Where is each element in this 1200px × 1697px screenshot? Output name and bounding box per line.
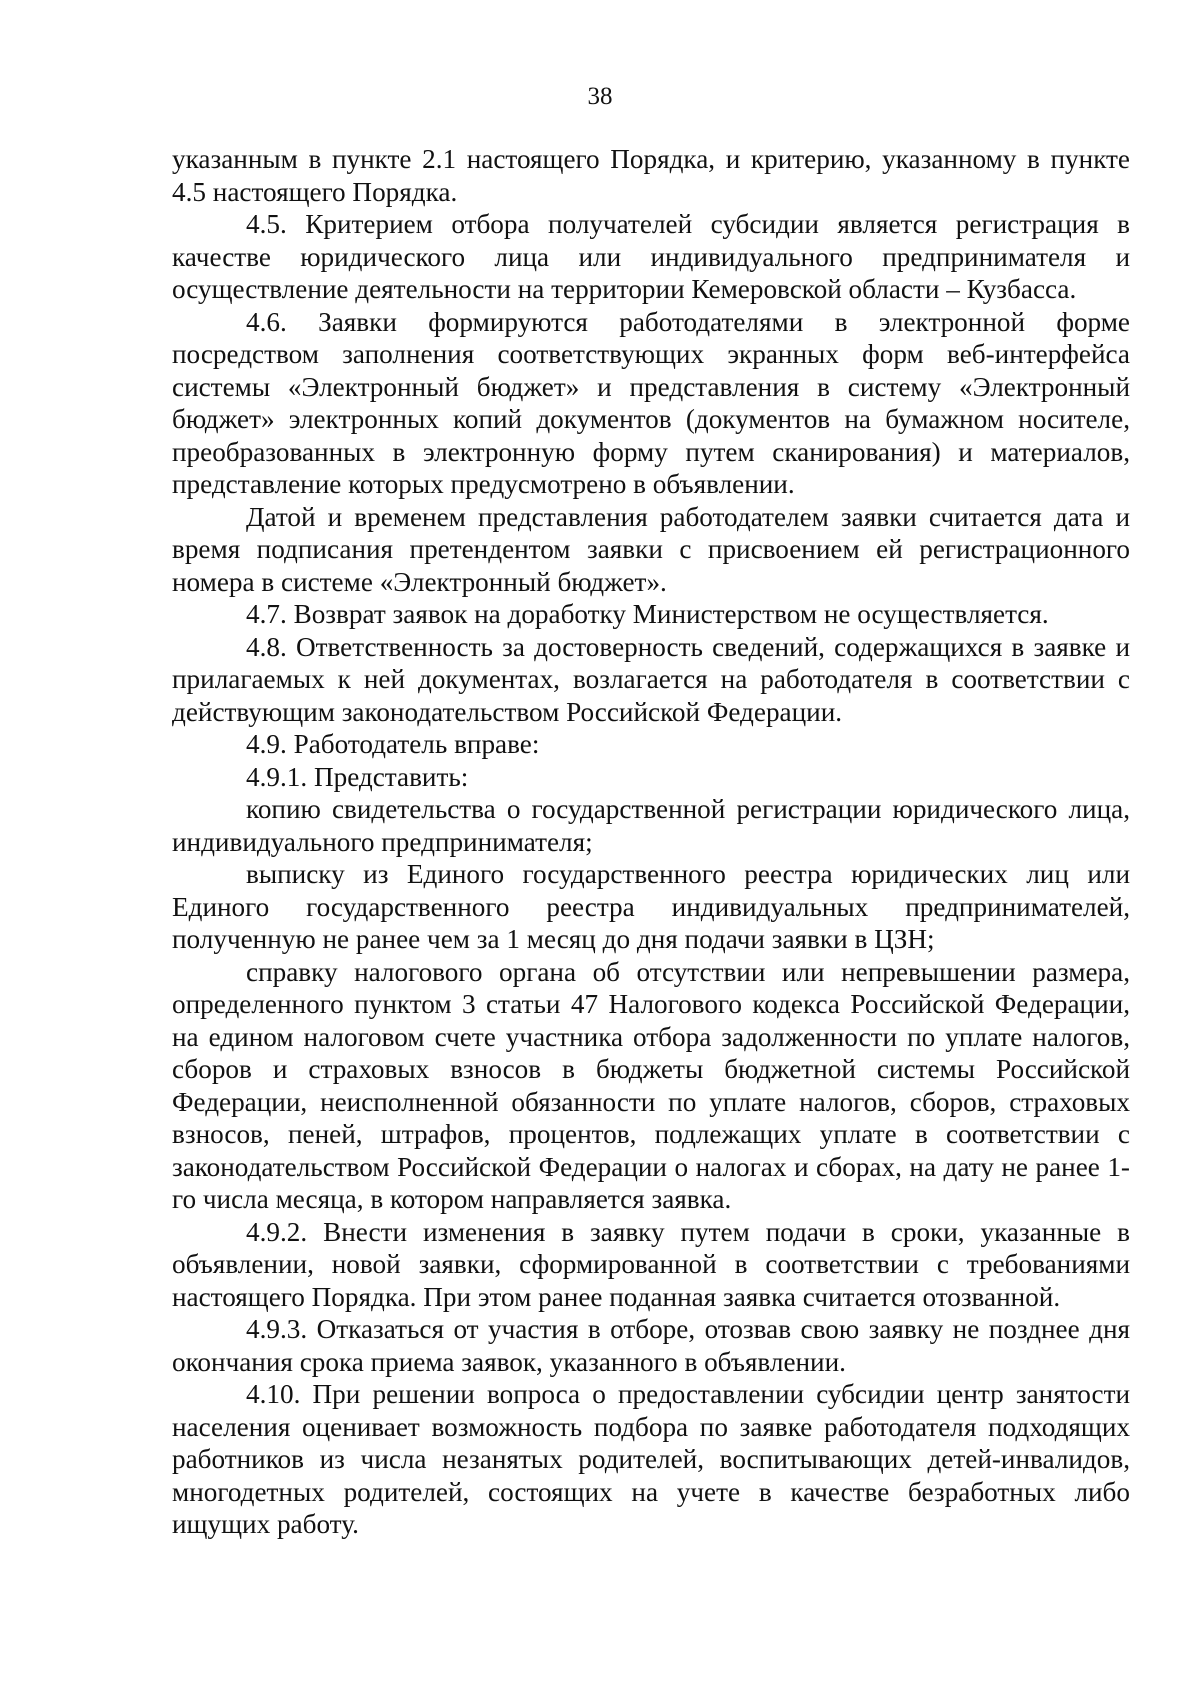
paragraph: 4.9.3. Отказаться от участия в отборе, отозвав свою заявку не позднее дня окончания срока приема заявок, указанного в объявлении. <box>172 1314 1130 1377</box>
paragraph: 4.6. Заявки формируются работодателями в электронной форме посредством заполнения соответствующих экранных форм веб-интерфейса системы «Электронный бюджет» и представления в систему «Электронный бюджет» электронных копий документов (документов на бумажном носителе, преобразованных в электронную форму путем сканирования) и материалов, представление которых предусмотрено в объявлении. <box>172 306 1130 499</box>
paragraph: 4.7. Возврат заявок на доработку Министерством не осуществляется. <box>246 599 1049 629</box>
paragraph: 4.8. Ответственность за достоверность сведений, содержащихся в заявке и прилагаемых к ней документах, возлагается на работодателя в соответствии с действующим законодательством Российской Федерации. <box>172 631 1130 727</box>
paragraph: справку налогового органа об отсутствии или непревышении размера, определенного пунктом 3 статьи 47 Налогового кодекса Российской Федерации, на едином налоговом счете участника отбора задолженности по уплате налогов, сборов и страховых взносов в бюджеты бюджетной системы Российской Федерации, неисполненной обязанности по уплате налогов, сборов, страховых взносов, пеней, штрафов, процентов, подлежащих уплате в соответствии с законодательством Российской Федерации о налогах и сборах, на дату не ранее 1-го числа месяца, в котором направляется заявка. <box>172 956 1130 1214</box>
paragraph: указанным в пункте 2.1 настоящего Порядка, и критерию, указанному в пункте 4.5 настоящего Порядка. <box>172 144 1130 207</box>
page-number: 38 <box>587 83 613 110</box>
paragraph: 4.9.2. Внести изменения в заявку путем подачи в сроки, указанные в объявлении, новой заявки, сформированной в соответствии с требованиями настоящего Порядка. При этом ранее поданная заявка считается отозванной. <box>172 1216 1130 1312</box>
paragraph: Датой и временем представления работодателем заявки считается дата и время подписания претендентом заявки с присвоением ей регистрационного номера в системе «Электронный бюджет». <box>172 501 1130 597</box>
paragraph: 4.9. Работодатель вправе: <box>246 729 540 759</box>
paragraph: 4.5. Критерием отбора получателей субсидии является регистрация в качестве юридического лица или индивидуального предпринимателя и осуществление деятельности на территории Кемеровской области – Кузбасса. <box>172 209 1130 304</box>
paragraph: 4.10. При решении вопроса о предоставлении субсидии центр занятости населения оценивает возможность подбора по заявке работодателя подходящих работников из числа незанятых родителей, воспитывающих детей-инвалидов, многодетных родителей, состоящих на учете в качестве безработных либо ищущих работу. <box>172 1379 1130 1539</box>
paragraph: копию свидетельства о государственной регистрации юридического лица, индивидуального предпринимателя; <box>172 794 1130 857</box>
paragraph: выписку из Единого государственного реестра юридических лиц или Единого государственного реестра индивидуальных предпринимателей, полученную не ранее чем за 1 месяц до дня подачи заявки в ЦЗН; <box>172 859 1130 954</box>
body-text <box>172 143 1130 1541</box>
paragraph: 4.9.1. Представить: <box>246 761 469 792</box>
